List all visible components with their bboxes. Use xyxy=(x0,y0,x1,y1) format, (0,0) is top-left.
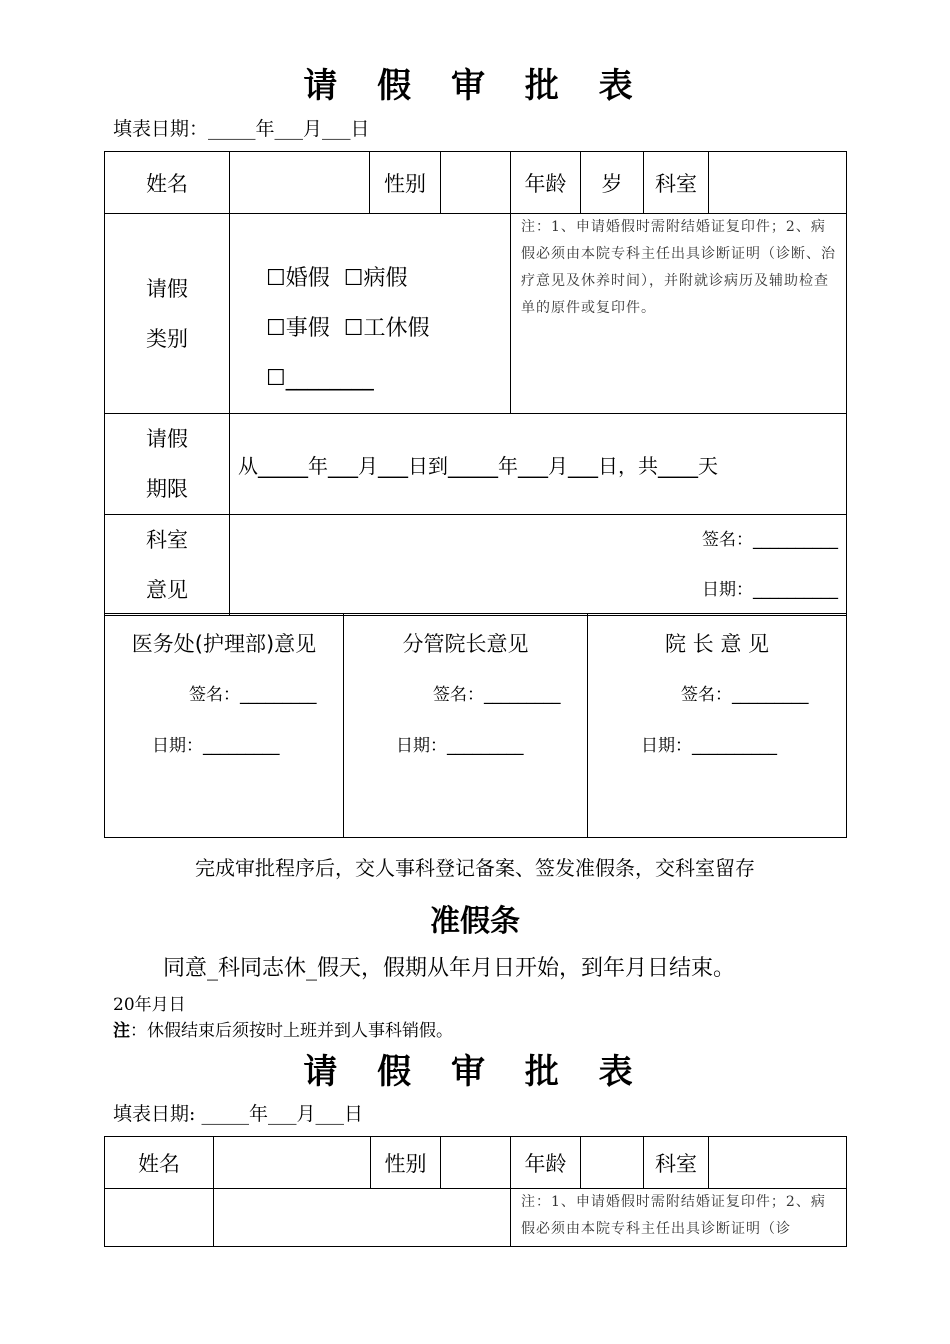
form2-note: 注：1、申请婚假时需附结婚证复印件；2、病假必须由本院专科主任出具诊断证明（诊 xyxy=(511,1189,847,1247)
slip-note xyxy=(113,1016,453,1041)
age-unit: 岁 xyxy=(581,152,644,214)
form2-name-field[interactable] xyxy=(214,1137,371,1189)
vp-opinion-title: 分管院长意见 xyxy=(402,632,529,656)
slip-date: 20年月日 xyxy=(113,995,186,1015)
form1-approval-table xyxy=(104,613,847,838)
form2-gender-label: 性别 xyxy=(371,1137,441,1189)
dept-opinion-label-2: 意见 xyxy=(146,578,188,602)
dept-label: 科室 xyxy=(644,152,709,214)
period-label xyxy=(105,414,230,515)
sick-leave-checkbox[interactable]: ☐病假 xyxy=(343,265,408,291)
leave-period-field[interactable]: 从_____年___月___日到_____年___月___日，共____天 xyxy=(230,414,847,515)
form2-title: 请 假 审 批 表 xyxy=(303,1052,647,1092)
marriage-leave-checkbox[interactable]: ☐婚假 xyxy=(266,265,330,291)
medical-date[interactable]: 日期：_________ xyxy=(152,736,280,756)
name-field[interactable] xyxy=(230,152,370,214)
workrest-leave-checkbox[interactable]: ☐工休假 xyxy=(343,315,430,341)
president-opinion-title: 院 长 意 见 xyxy=(664,632,770,656)
slip-title: 准假条 xyxy=(430,904,520,939)
dept-opinion-label-1: 科室 xyxy=(146,528,188,552)
dept-date[interactable]: 日期：__________ xyxy=(702,580,838,600)
leave-type-label-1: 请假 xyxy=(146,276,188,301)
gender-field[interactable] xyxy=(441,152,511,214)
president-date[interactable]: 日期：__________ xyxy=(641,736,777,756)
medical-sign[interactable]: 签名：_________ xyxy=(189,685,317,705)
dept-field[interactable] xyxy=(709,152,847,214)
age-label: 年龄 xyxy=(511,152,581,214)
leave-type-label-2: 类别 xyxy=(146,326,188,351)
slip-agree-text: 同意_科同志休_假天，假期从年月日开始，到年月日结束。 xyxy=(163,956,736,981)
president-sign[interactable]: 签名：_________ xyxy=(681,685,809,705)
leave-type-label xyxy=(105,214,230,414)
form2-leave-type-options[interactable] xyxy=(214,1189,511,1247)
dept-sign[interactable]: 签名：__________ xyxy=(702,530,838,550)
form2-age-field[interactable] xyxy=(581,1137,644,1189)
gender-label: 性别 xyxy=(370,152,441,214)
form1-table xyxy=(104,151,847,616)
other-leave-checkbox[interactable]: ☐________ xyxy=(266,365,374,391)
name-label: 姓名 xyxy=(105,152,230,214)
vp-sign[interactable]: 签名：_________ xyxy=(433,685,561,705)
medical-opinion-title: 医务处(护理部)意见 xyxy=(131,632,317,656)
form1-fill-date: 填表日期：_____年___月___日 xyxy=(113,118,370,140)
form2-fill-date: 填表日期: _____年___月___日 xyxy=(113,1103,363,1125)
form1-note: 注：1、申请婚假时需附结婚证复印件；2、病假必须由本院专科主任出具诊断证明（诊断、治疗意见及休养时间），并附就诊病历及辅助检查单的原件或复印件。 xyxy=(511,214,847,414)
form2-name-label: 姓名 xyxy=(105,1137,214,1189)
form2-leave-type-label xyxy=(105,1189,214,1247)
form2-gender-field[interactable] xyxy=(441,1137,511,1189)
period-label-1: 请假 xyxy=(146,427,188,451)
slip-note-text: ：休假结束后须按时上班并到人事科销假。 xyxy=(130,1021,453,1041)
dept-opinion-field[interactable] xyxy=(230,515,847,616)
medical-opinion-cell[interactable] xyxy=(105,614,344,838)
period-label-2: 期限 xyxy=(146,477,188,501)
form1-title: 请 假 审 批 表 xyxy=(303,66,647,106)
personal-leave-checkbox[interactable]: ☐事假 xyxy=(266,315,330,341)
form2-table xyxy=(104,1136,847,1247)
vp-opinion-cell[interactable] xyxy=(344,614,588,838)
vp-date[interactable]: 日期：_________ xyxy=(396,736,524,756)
president-opinion-cell[interactable] xyxy=(588,614,847,838)
dept-opinion-label xyxy=(105,515,230,616)
slip-note-prefix: 注 xyxy=(113,1021,130,1041)
leave-type-options xyxy=(230,214,511,414)
form2-dept-field[interactable] xyxy=(709,1137,847,1189)
form2-dept-label: 科室 xyxy=(644,1137,709,1189)
after-approval-note: 完成审批程序后，交人事科登记备案、签发准假条，交科室留存 xyxy=(195,856,755,880)
form2-age-label: 年龄 xyxy=(511,1137,581,1189)
